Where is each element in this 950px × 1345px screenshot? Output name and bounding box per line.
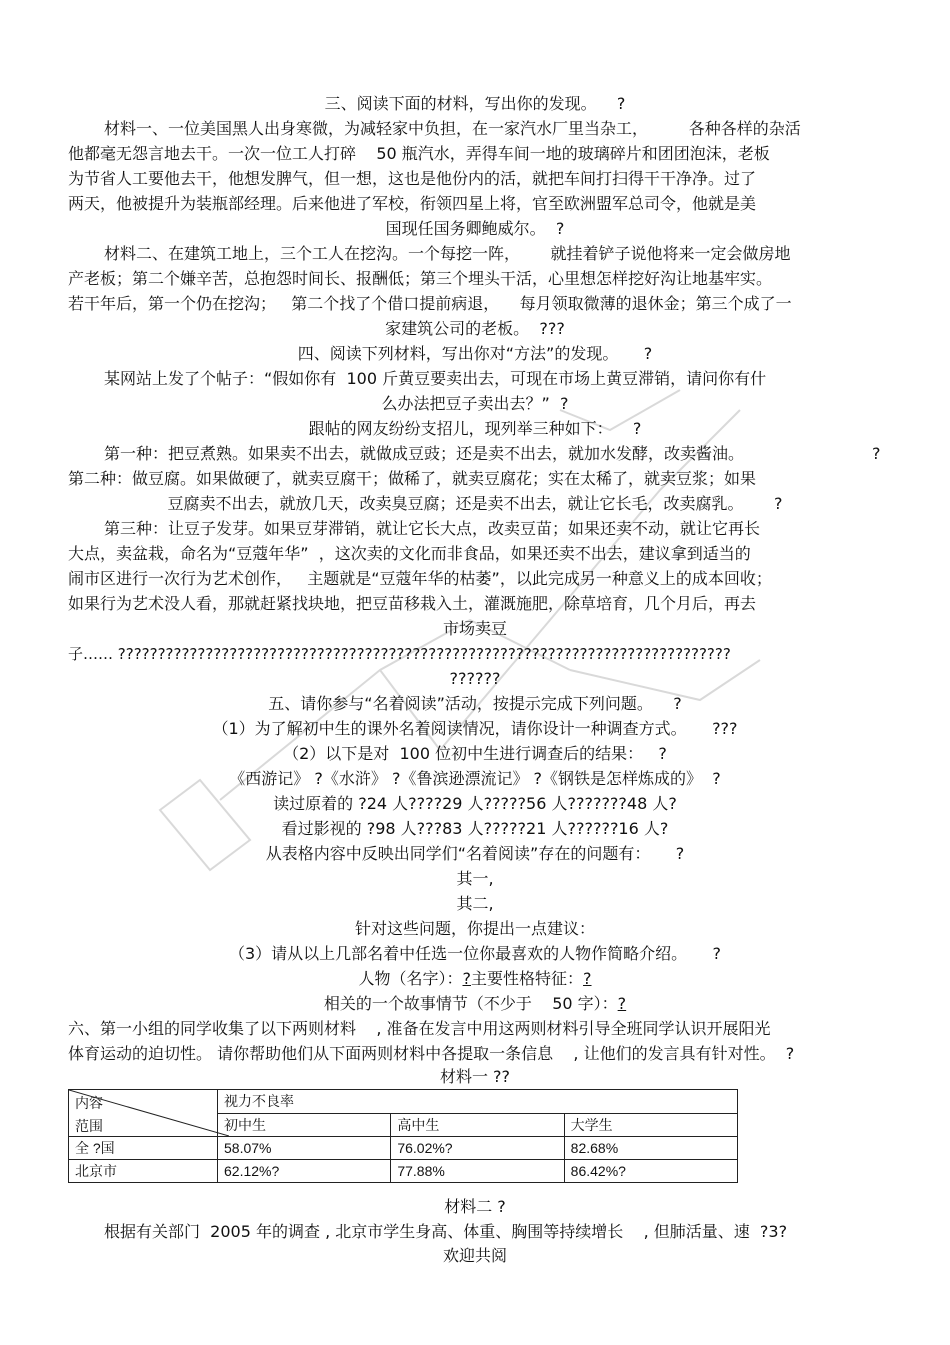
row-label: 北京市 (69, 1160, 218, 1183)
book-titles-row: 《西游记》 ?《水浒》 ?《鲁滨逊漂流记》 ?《钢铁是怎样炼成的》 ? (229, 769, 721, 788)
column-header: 初中生 (218, 1113, 391, 1137)
material-one-line: 材料一、一位美国黑人出身寒微，为减轻家中负担，在一家汽水厂里当杂工， 各种各样的杂活 (104, 119, 801, 138)
watched-film-row: 看过影视的 ?98 人???83 人?????21 人??????16 人? (281, 819, 669, 838)
table-cell: 58.07% (218, 1137, 391, 1160)
character-trait-label: 主要性格特征： (471, 969, 584, 988)
method-two-line: 第二种：做豆腐。如果做硬了，就卖豆腐干；做稀了，就卖豆腐花；实在太稀了，就卖豆浆；如果 (68, 469, 757, 488)
section-five-heading: 五、请你参与“名着阅读”活动，按提示完成下列问题。 ? (268, 694, 682, 713)
section-six-line: 六、第一小组的同学收集了以下两则材料 , 准备在发言中用这两则材料引导全班同学认识开展阳光 (68, 1019, 771, 1038)
table-cell: 77.88% (391, 1160, 564, 1183)
material-two-line: 材料二、在建筑工地上，三个工人在挖沟。一个每挖一阵， 就挂着铲子说他将来一定会做房地 (104, 244, 791, 263)
section-four-heading: 四、阅读下列材料，写出你对“方法”的发现。 ? (297, 344, 653, 363)
story-blank: ? (617, 994, 627, 1013)
character-trait-blank: ? (583, 969, 592, 988)
question-two: （2）以下是对 100 位初中生进行调查后的结果： ? (283, 744, 667, 763)
story-prompt (0, 993, 950, 1015)
material-two-label: 材料二 ? (444, 1197, 506, 1216)
material-two-line: 若干年后，第一个仍在挖沟； 第二个找了个借口提前病退， 每月领取微薄的退休金；第三个成了一 (68, 294, 792, 313)
placeholder-marks: ?????? (449, 669, 501, 688)
material-two-line: 家建筑公司的老板。 ??? (385, 319, 565, 338)
character-name-label: 人物（名字）： (358, 969, 463, 988)
post-text-line: 某网站上发了个帖子：“假如你有 100 斤黄豆要卖出去，可现在市场上黄豆滞销，请问你有什 (104, 369, 767, 388)
footer-text: 欢迎共阅 (442, 1246, 507, 1265)
table-row (69, 1137, 738, 1160)
method-three-line: 市场卖豆 (442, 619, 507, 638)
material-one-label: 材料一 ?? (439, 1067, 511, 1086)
row-label: 全 ?国 (69, 1137, 218, 1160)
material-one-line: 为节省人工要他去干，他想发脾气，但一想，这也是他份内的活，就把车间打扫得干干净净。过了 (68, 169, 757, 188)
corner-bottom-label: 范围 (75, 1118, 103, 1134)
problem-one: 其一, (456, 869, 494, 888)
method-three-line: 子…… ????????????????????????????????????????????????????????????????????????????? (68, 645, 731, 663)
character-name-blank: ? (462, 969, 471, 988)
suggestion-prompt: 针对这些问题，你提出一点建议： (354, 919, 595, 938)
method-three-line: 闹市区进行一次行为艺术创作， 主题就是“豆蔻年华的枯萎”，以此完成另一种意义上的成本回收； (68, 569, 772, 588)
column-header: 高中生 (391, 1113, 564, 1137)
problems-prompt: 从表格内容中反映出同学们“名着阅读”存在的问题有： ? (265, 844, 685, 863)
method-three-line: 如果行为艺术没人看，那就赶紧找块地，把豆苗移栽入土，灌溉施肥，除草培育，几个月后，再去 (68, 594, 757, 613)
table-cell: 76.02%? (391, 1137, 564, 1160)
table-header-row (69, 1090, 738, 1114)
table-corner-cell (69, 1090, 218, 1137)
question-one: （1）为了解初中生的课外名着阅读情况，请你设计一种调查方式。 ??? (212, 719, 738, 738)
character-prompt (0, 968, 950, 990)
method-three-line: 第三种：让豆子发芽。如果豆芽滞销，就让它长大点，改卖豆苗；如果还卖不动，就让它再长 (104, 519, 761, 538)
column-header: 大学生 (564, 1113, 737, 1137)
section-three-heading: 三、阅读下面的材料，写出你的发现。 ? (324, 94, 626, 113)
table-row (69, 1160, 738, 1183)
material-one-line: 国现任国务卿鲍威尔。 ? (385, 219, 565, 238)
method-three-line: 大点，卖盆栽，命名为“豆蔻年华” ，这次卖的文化而非食品，如果还卖不出去，建议拿到适当的 (68, 544, 751, 563)
replies-intro: 跟帖的网友纷纷支招儿，现列举三种如下： ? (308, 419, 642, 438)
group-header: 视力不良率 (218, 1090, 738, 1114)
read-original-row: 读过原着的 ?24 人????29 人?????56 人???????48 人? (273, 794, 677, 813)
table-cell: 86.42%? (564, 1160, 737, 1183)
section-six-line: 体育运动的迫切性。 请你帮助他们从下面两则材料中各提取一条信息 , 让他们的发言具有针对性。 ? (68, 1044, 795, 1063)
table-cell: 82.68% (564, 1137, 737, 1160)
post-text-line: 么办法把豆子卖出去？” ? (381, 394, 569, 413)
method-one: 第一种：把豆煮熟。如果卖不出去，就做成豆豉；还是卖不出去，就加水发酵，改卖酱油。 (104, 444, 745, 463)
material-one-line: 两天，他被提升为装瓶部经理。后来他进了军校，衔领四星上将，官至欧洲盟军总司令，他就是美 (68, 194, 757, 213)
corner-top-label: 内容 (75, 1095, 103, 1111)
material-two-line: 产老板；第二个嫌辛苦，总抱怨时间长、报酬低；第三个埋头干活，心里想怎样挖好沟让地基牢实。 (68, 269, 773, 288)
method-two-line: 豆腐卖不出去，就放几天，改卖臭豆腐；还是卖不出去，就让它长毛，改卖腐乳。 ? (167, 494, 783, 513)
method-one-mark: ? (872, 444, 881, 463)
story-label: 相关的一个故事情节（不少于 50 字）： (323, 994, 618, 1013)
material-one-line: 他都毫无怨言地去干。一次一位工人打碎 50 瓶汽水，弄得车间一地的玻璃碎片和团团泡沫，老板 (68, 144, 770, 163)
problem-two: 其二, (456, 894, 494, 913)
material-two-text: 根据有关部门 2005 年的调查 , 北京市学生身高、体重、胸围等持续增长 , 但肺活量、速 ?3? (104, 1222, 788, 1241)
question-three: （3）请从以上几部名着中任选一位你最喜欢的人物作简略介绍。 ? (228, 944, 722, 963)
table-cell: 62.12%? (218, 1160, 391, 1183)
vision-rate-table (68, 1089, 738, 1183)
